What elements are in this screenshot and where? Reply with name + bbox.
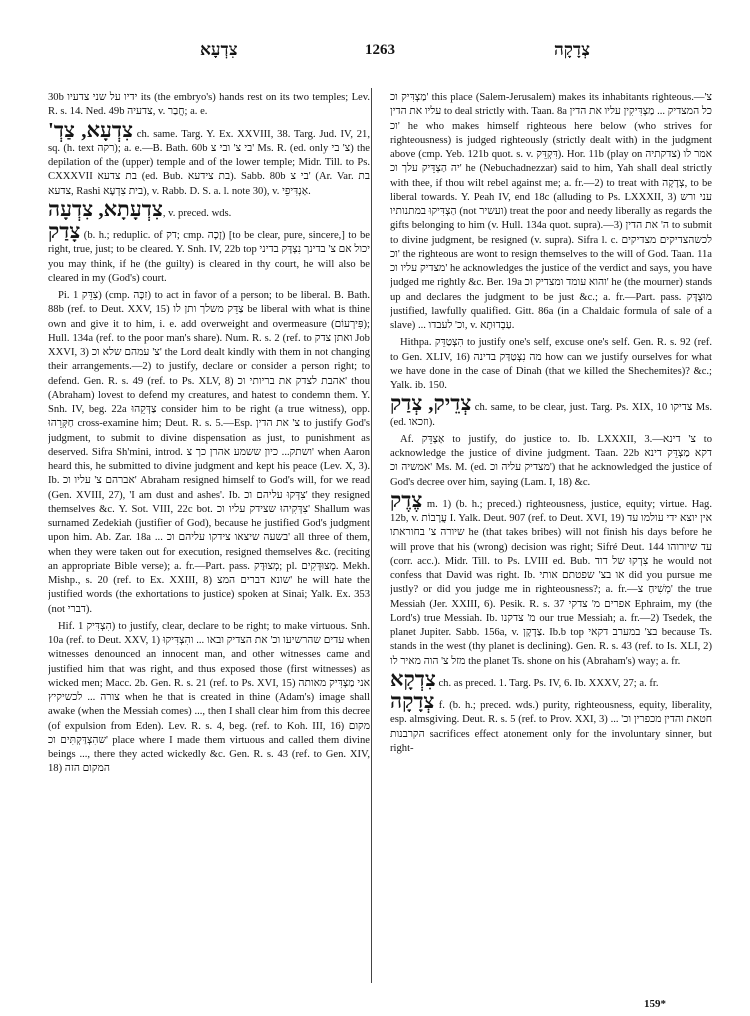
dictionary-entry [390, 391, 712, 430]
entry-text: ch. as preced. 1. Targ. Ps. IV, 6. Ib. XXXV, 27; a. fr. [438, 677, 659, 689]
page-header [50, 40, 710, 70]
left-running-headword: צִדְעָא [200, 40, 238, 59]
entry-text: ch. same, to be clear, just. Targ. Ps. XIX, 10 צדיקו Ms. (ed. וזכאו). [390, 402, 712, 428]
dictionary-entry [48, 196, 370, 221]
entry-lemma: צִדְעָא, צַדְ' [48, 117, 134, 142]
entry-subsection: Af. אַצְדֵּק to justify, do justice to. Ib. LXXXII, 3.—צ' דינא to acknowledge the justice of divine judgment. Taan. 22b דקא מַצְדֵּק דינא אמשיה וכ' Ms. M. (ed. מצדיק עליה וכ') that he acknowledged the justice of God's decree over him, saying (Lam. I, 18) &c. [390, 433, 712, 488]
entry-text: f. (b. h.; preced. wds.) purity, righteousness, equity, liberality, esp. almsgiving. Deut. R. s. 5 (ref. to Prov. XXI, 3) חטאת והדין מכפרין וכ' ... הקרבנות sacrifices effect atonement only for the involuntary sinner, but right- [390, 700, 712, 754]
dictionary-entry [390, 88, 712, 333]
entry-lemma: צָדַק [48, 219, 81, 243]
entry-text: ch. same. Targ. Y. Ex. XXVIII, 38. Targ. Jud. IV, 21, sq. (h. text רקה); a. e.—B. Bath. 60b בי צ' ובי צ' Ms. R. (ed. only צ' בי) the depilation of the (upper) temple and of the lower temple; Midr. Till. to Ps. CXXXVII בת צדעא (ed. Bub. בת צידעא). Sabb. 80b בי צ' (Ar. Var. בת צדעא, Rashi בית צִדְעָא), v. Rabb. D. S. a. l. note 30), v. אַנְדִּיפֵי. [48, 128, 370, 197]
entry-lemma: צִדְקָא [390, 666, 436, 691]
entry-lemma: צְדֵיק, צְדַק [390, 391, 472, 416]
entry-text: 30b ידיו על שני צדעיו its (the embryo's) hands rest on its two temples; Lev. R. s. 14. Ned. 49b צדעיה, v. חֲבַר; a. e. [48, 92, 370, 118]
entry-subsection: Pi. צִדֵּק 1) (cmp. זִכָּה) to act in favor of a person; to be liberal. B. Bath. 88b (ref. to Deut. XXV, 15) צַדֵּק משלך ותן לו be liberal with what is thine own and give it to him, i. e. add overweight and overmeasure (פִּירְעוֹם); Hull. 134a (ref. to the poor man's share). Num. R. s. 2 (ref. to ואתן צדק Job XXVI, 3) צ' עמהם שלא וכ' the Lord dealt kindly with them in not changing their arrangements.—2) to justify, declare or consider a person right; to defend. Gen. R. s. 49 (ref. to Ps. XLV, 8) אהבת לצדק את בריותי וכ' thou (Abraham) lovest to defend my creatures, and hatest to condemn them. Y. Snh. IV, beg. 22a צַדְּקֵהוּ consider him to be right (a true witness), opp. חַקְּרֵהוּ cross-examine him; Deut. R. s. 5.—Esp. צ' את הדין to justify God's judgment, to submit to divine dispensation as just, to punishment as deserved. Sifra Sh'mini, introd. ושתק... כיון ששמע אהרן כך צ' when Aaron heard this, he submitted to divine judgment and kept his peace (Lev. X, 3). Ib. אברהם צ' עליו וכ' Abraham resigned himself to God's will, for we read (Gen. XVIII, 27), 'I am dust and ashes'. Ib. צִדְּקוּ עליהם וכ' they resigned themselves &c. Y. Sot. VIII, 22c bot. צִדְּקִיהוּ שצידק עליו וכ' Shallum was surnamed Zedekiah (justifier of God), because he justified God's judgment upon him. Ab. Zar. 18a ... בשעה שיצאו צידקו עליהם וכ' all three of them, when they were taken out for execution, resigned themselves &c. (reciting an appropriate Bible verse); a. fr.—Part. pass. מְצוּדָּק; pl. מְצוּדָּקִים. Mekh. Mishp., s. 20 (ref. to Ex. XXIII, 8) שונא דברים המצ' he will hate the justified words (the exhortations to justice) spoken at Sinai; Yalk. Ex. 353 (not דברי). [48, 290, 370, 615]
dictionary-entry [48, 88, 370, 120]
dictionary-entry [390, 689, 712, 756]
signature-mark: 159* [644, 998, 666, 1010]
entry-lemma: צְדָקָה [390, 689, 435, 713]
right-running-headword: צְדָקָה [554, 40, 590, 59]
dictionary-entry [390, 487, 712, 669]
entry-text: (b. h.; reduplic. of דק; cmp. זָכָה) [to be clear, pure, sincere,] to be right, true, just; to be cleared. Y. Snh. IV, 22b top יכול אם צ' בדינך נִצְדָּק בדיני you may think, if he (the guilty) is cleared in thy court, he will also be cleared in my (God's) court. [48, 230, 370, 284]
right-column [390, 88, 712, 993]
dictionary-entry [48, 117, 370, 199]
left-column [48, 88, 370, 993]
entry-text: m. 1) (b. h.; preced.) righteousness, justice, equity; virtue. Hag. 12b, v. עֲרָבוֹת I. Yalk. Deut. 907 (ref. to Deut. XVI, 19) אין יוצא ידי עולמו עד שיורה צ' בחוראתו he (that takes bribes) will not finish his days before he will prove that his (wrong) decision was right; Sifré Deut. 144 עד שיורוהו (corr. acc.). Midr. Till. to Ps. LVIII ed. Bub. צִדְקוּ של דוד he would not confess that David was right. Ib. או בצ' שפטתם אותי did you pursue me justly? or did you judge me in righteousness?; a. fr.—מְשִׁיחַ צ' the true Messiah (Jer. XXIII, 6). Pesik. R. s. 37 אפרים מ' צדקי Ephraim, my (the Lord's) true Messiah. Ib. מ' צדקנו our true Messiah; a. fr.—2) Tsedek, the planet Jupiter. Sabb. 156a, v. צַדְקָן. Ib.b top בצ' במערב דקאי because Ts. stands in the west (thy planet is declining). Gen. R. s. 43 (ref. to Is. XLI, 2) מזל צ' הוה מאיר לו the planet Ts. shone on his (Abraham's) way; a. fr. [390, 498, 712, 667]
page-number: 1263 [365, 42, 395, 58]
entry-text: מַצְדִּיק וכ' this place (Salem-Jerusalem) makes its inhabitants righteous.—צ' עליו את הדין to deal strictly with. Taan. 8a כל המצדיק ... מַצְדִּיקִין עליו את הדין וכ' he who makes himself righteous here below (who strives for righteousness) is judged righteously (strictly dealt with) in the judgment above (cmp. Yeb. 121b quot. s. v. דִּקְדֵּק). Hor. 11b (play on צדקתיה) אמר לו יה הַצְדֵּיק עלך וכ' he (Nebuchadnezzar) said to him, Yah shall deal strictly with thee, if thou wilt rebel against me; a. fr.—2) to treat with צְדָקָה, to be liberal towards. Y. Peah IV, end 18c (alluding to Ps. LXXXII, 3) עני ורש הַצְדִּיקוּ במתנותיו (not ועשיר) treat the poor and needy liberally as regards the gifts belonging to him (v. Hull. 134a quot. supra).—3) ה' את הדין to submit to divine judgment, be resigned (v. supra). Sifra l. c. לכשהצדיקים מצדיקים וכ' the righteous are wont to resign themselves to the will of God. Taan. 11a מצדיק עליו וכ' he acknowledges the justice of the verdict and says, you have judged me rightly &c. Ber. 19a והוא עומד ומצדיק וכ' he (the mourner) stands up and declares the judgment to be just &c.; a. fr.—Part. pass. מוּצְדָּק justified, lawfully qualified. Gitt. 86a (in a Chaldaic formula of sale of a slave) ... וכ' לעבדו, v. עַבְדוּתָא. [390, 92, 712, 331]
dictionary-entry [390, 666, 712, 691]
entry-lemma: צִדְעָתָא, צִדְעָה [48, 196, 163, 221]
entry-subsection: Hithpa. הִצְטַדֵּק to justify one's self, excuse one's self. Gen. R. s. 92 (ref. to Gen. XLIV, 16) מה נִצְטַדַּק בדינה how can we justify ourselves for what we have done in the case of Dinah (that we killed the Shechemites)? &c.; Yalk. ib. 150. [390, 337, 712, 391]
entry-text: , v. preced. wds. [162, 207, 232, 219]
entry-lemma: צֶדֶק [390, 487, 423, 512]
column-divider [371, 88, 372, 983]
dictionary-entry [48, 219, 370, 286]
entry-subsection: Hif. הִצְדִּיק 1) to justify, clear, declare to be right; to make virtuous. Snh. 10a (ref. to Deut. XXV, 1) עדים שהרשיעו וכ' את הצדיק ובאו ... והִצְדִּיקוּ when witnesses denounced an innocent man, and other witnesses came and justified him that was right, and thus exposed those (first witnesses) as wicked men; Macc. 2b. Gen. R. s. 21 (ref. to Ps. XVI, 15) אני מַצְדִּיק מאותה צורה ... לכשיקיץ when he that is created in thine (Adam's) image shall awake (when the Messiah comes) ..., then I shall clear him from this decree (of expulsion from Eden). Lev. R. s. 4, beg. (ref. to Koh. III, 16) מקום שהִצְדַּקְתִּים וכ' place where I made them virtuous and called them divine beings ..., there they acted wickedly &c. Gen. R. s. 43 (ref. to Gen. XIV, 18) המקום הזה [48, 620, 370, 775]
